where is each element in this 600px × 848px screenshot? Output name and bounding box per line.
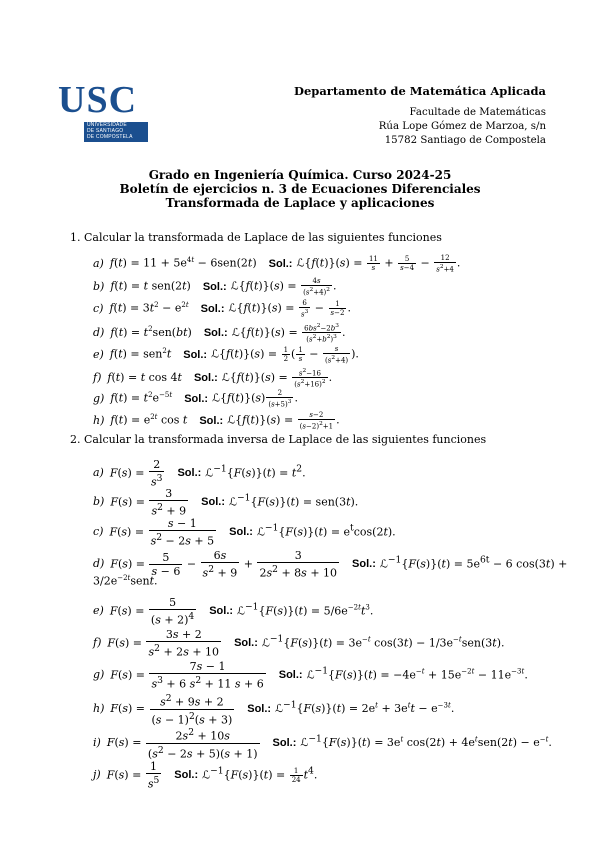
department-name: Departamento de Matemática Aplicada bbox=[293, 84, 546, 98]
item-label: i) bbox=[93, 736, 101, 750]
address-line: Rúa Lope Gómez de Marzoa, s/n bbox=[378, 121, 546, 132]
sol-label: Sol.: bbox=[183, 348, 208, 361]
sol-label: Sol.: bbox=[352, 558, 376, 571]
sol-label: Sol.: bbox=[200, 302, 225, 315]
logo-line: UNIVERSIDADE bbox=[87, 122, 127, 128]
item-label: c) bbox=[93, 525, 104, 539]
ex2-item-g: g) F(s) = $\frac{7s - 1}{s^3 + 6 s^2 + 11 s + 6}$ Sol.: ℒ$^{-1}${F(s)}(t) = $-4e^{-t} + 15e^{-2t} - 11e^{-3t}$. bbox=[93, 660, 528, 691]
item-label: d) bbox=[93, 325, 105, 339]
item-label: a) bbox=[93, 256, 104, 270]
ex2-item-c: c) F(s) = $\frac{s - 1}{s^2 - 2s + 5}$ Sol.: ℒ$^{-1}${F(s)}(t) = $e^t\cos(2t)$. bbox=[93, 517, 396, 548]
logo-line: DE COMPOSTELA bbox=[87, 134, 133, 140]
item-label: d) bbox=[93, 557, 105, 571]
title-line: Boletín de ejercicios n. 3 de Ecuaciones Diferenciales bbox=[119, 182, 481, 196]
item-label: h) bbox=[93, 413, 105, 427]
ex2-item-e: e) F(s) = $\frac{5}{(s + 2)^4}$ Sol.: ℒ$^{-1}${F(s)}(t) = $5/6e^{-2t}t^3$. bbox=[93, 596, 374, 627]
ex2-item-d: d) F(s) = $\frac{5}{s - 6}$ − $\frac{6s}{s^2 + 9}$ + $\frac{3}{2s^2 + 8s + 10}$ Sol.: ℒ$^{-1}${F(s)}(t) = $5e^{6t} - 6$ cos(3t) + bbox=[93, 549, 568, 580]
ex2-item-i: i) F(s) = $\frac{2s^2 + 10s}{(s^2 - 2s + 5)(s + 1)}$ Sol.: ℒ$^{-1}${F(s)}(t) = $3e^t$ $\cos(2t) + 4e^tsen(2t) - e^{-t}$. bbox=[93, 727, 552, 761]
ex1-item-e: e) f(t) = sen$^2$t Sol.: ℒ{f(t)}(s) = $\frac{1}{2}$ ( $\frac{1}{s}$ − $\frac{s}{(s^2+4)}$ ). bbox=[93, 345, 359, 365]
sol-label: Sol.: bbox=[174, 769, 199, 782]
item-label: b) bbox=[93, 495, 105, 509]
sol-label: Sol.: bbox=[184, 392, 209, 405]
ex2-item-b: b) F(s) = $\frac{3}{s^2 + 9}$ Sol.: ℒ$^{-1}${F(s)}(t) = sen(3t). bbox=[93, 487, 359, 518]
logo-box bbox=[84, 122, 148, 142]
ex2-item-j: j) F(s) = $\frac{1}{s^5}$ Sol.: ℒ$^{-1}${F(s)}(t) = $\frac{1}{24}$ $t^4$. bbox=[93, 760, 318, 791]
item-label: g) bbox=[93, 391, 105, 405]
ex2-item-h: h) F(s) = $\frac{s^2 + 9s + 2}{(s - 1)^2(s + 3)}$ Sol.: ℒ$^{-1}${F(s)}(t) = $2e^t + 3e^tt - e^{-3t}$. bbox=[93, 693, 455, 727]
item-label: g) bbox=[93, 668, 105, 682]
item-label: c) bbox=[93, 301, 104, 315]
sol-label: Sol.: bbox=[199, 414, 224, 427]
item-label: j) bbox=[93, 768, 101, 782]
item-label: a) bbox=[93, 466, 104, 480]
sol-label: Sol.: bbox=[278, 669, 303, 682]
department-block bbox=[294, 84, 546, 148]
ex1-item-a: a) $f(t) = 11 + 5e^{4t} - 6sen(2t)$ Sol.: ℒ{f(t)}(s) = $\frac{11}{s}$ + $\frac{5}{s-4}$ − $\frac{12}{s^2+4}$ . bbox=[93, 254, 461, 274]
ex1-item-d: d) $f(t) = t^2sen(bt)$ Sol.: ℒ{f(t)}(s) = $\frac{6bs^2-2b^3}{(s^2+b^2)^3}$ . bbox=[93, 323, 346, 344]
exercise-1-heading: 1. Calcular la transformada de Laplace de las siguientes funciones bbox=[70, 231, 442, 244]
item-label: e) bbox=[93, 347, 104, 361]
item-label: h) bbox=[93, 702, 105, 716]
ex2-item-f: f) F(s) = $\frac{3s + 2}{s^2 + 2s + 10}$ Sol.: ℒ$^{-1}${F(s)}(t) = $3e^{-t}$ $\cos(3t) - 1/3e^{-t}sen(3t)$. bbox=[93, 628, 505, 659]
item-label: b) bbox=[93, 279, 105, 293]
ex1-item-g: g) $f(t) = t^2e^{-5t}$ Sol.: ℒ{f(t)}(s) $\frac{2}{(s+5)^3}$ . bbox=[93, 389, 298, 409]
address-line: 15782 Santiago de Compostela bbox=[384, 135, 546, 146]
ex1-item-h: h) $f(t) = e^{2t}$ cos t Sol.: ℒ{f(t)}(s) = $\frac{s-2}{(s-2)^2+1}$ . bbox=[93, 411, 340, 431]
ex1-item-c: c) $f(t) = 3t^2 - e^{2t}$ Sol.: ℒ{f(t)}(s) = $\frac{6}{s^3}$ − $\frac{1}{s-2}$ . bbox=[93, 299, 351, 319]
sol-label: Sol.: bbox=[193, 371, 218, 384]
sol-label: Sol.: bbox=[209, 605, 234, 618]
logo-line: DE SANTIAGO bbox=[87, 128, 124, 134]
department-address bbox=[294, 106, 546, 148]
ex1-item-b: b) f(t) = t sen(2t) Sol.: ℒ{f(t)}(s) = $\frac{4s}{(s^2+4)^2}$ . bbox=[93, 277, 337, 297]
title-line: Transformada de Laplace y aplicaciones bbox=[165, 196, 435, 210]
sol-label: Sol.: bbox=[247, 703, 272, 716]
ex2-item-a: a) F(s) = $\frac{2}{s^3}$ Sol.: ℒ$^{-1}${F(s)}(t) = $t^2$. bbox=[93, 458, 306, 489]
sol-label: Sol.: bbox=[272, 737, 297, 750]
sol-label: Sol.: bbox=[234, 637, 258, 650]
title-line: Grado en Ingeniería Química. Curso 2024-25 bbox=[148, 168, 452, 182]
item-label: f) bbox=[93, 636, 102, 650]
exercise-2-heading: 2. Calcular la transformada inversa de Laplace de las siguientes funciones bbox=[70, 433, 487, 446]
address-line: Facultade de Matemáticas bbox=[409, 107, 546, 118]
document-title bbox=[0, 168, 600, 210]
sol-label: Sol.: bbox=[203, 326, 228, 339]
sol-label: Sol.: bbox=[268, 257, 293, 270]
university-logo bbox=[58, 79, 148, 142]
sol-label: Sol.: bbox=[201, 496, 225, 509]
sol-label: Sol.: bbox=[202, 280, 227, 293]
item-label: f) bbox=[93, 370, 102, 384]
sol-label: Sol.: bbox=[177, 467, 202, 480]
sol-label: Sol.: bbox=[229, 526, 253, 539]
logo-wordmark: USC bbox=[58, 79, 138, 121]
ex2-item-d-continued: $3/2e^{-2t}sent$. bbox=[93, 574, 158, 588]
item-label: e) bbox=[93, 604, 104, 618]
ex1-item-f: f) f(t) = t cos 4t Sol.: ℒ{f(t)}(s) = $\frac{s^2-16}{(s^2+16)^2}$ . bbox=[93, 368, 333, 389]
